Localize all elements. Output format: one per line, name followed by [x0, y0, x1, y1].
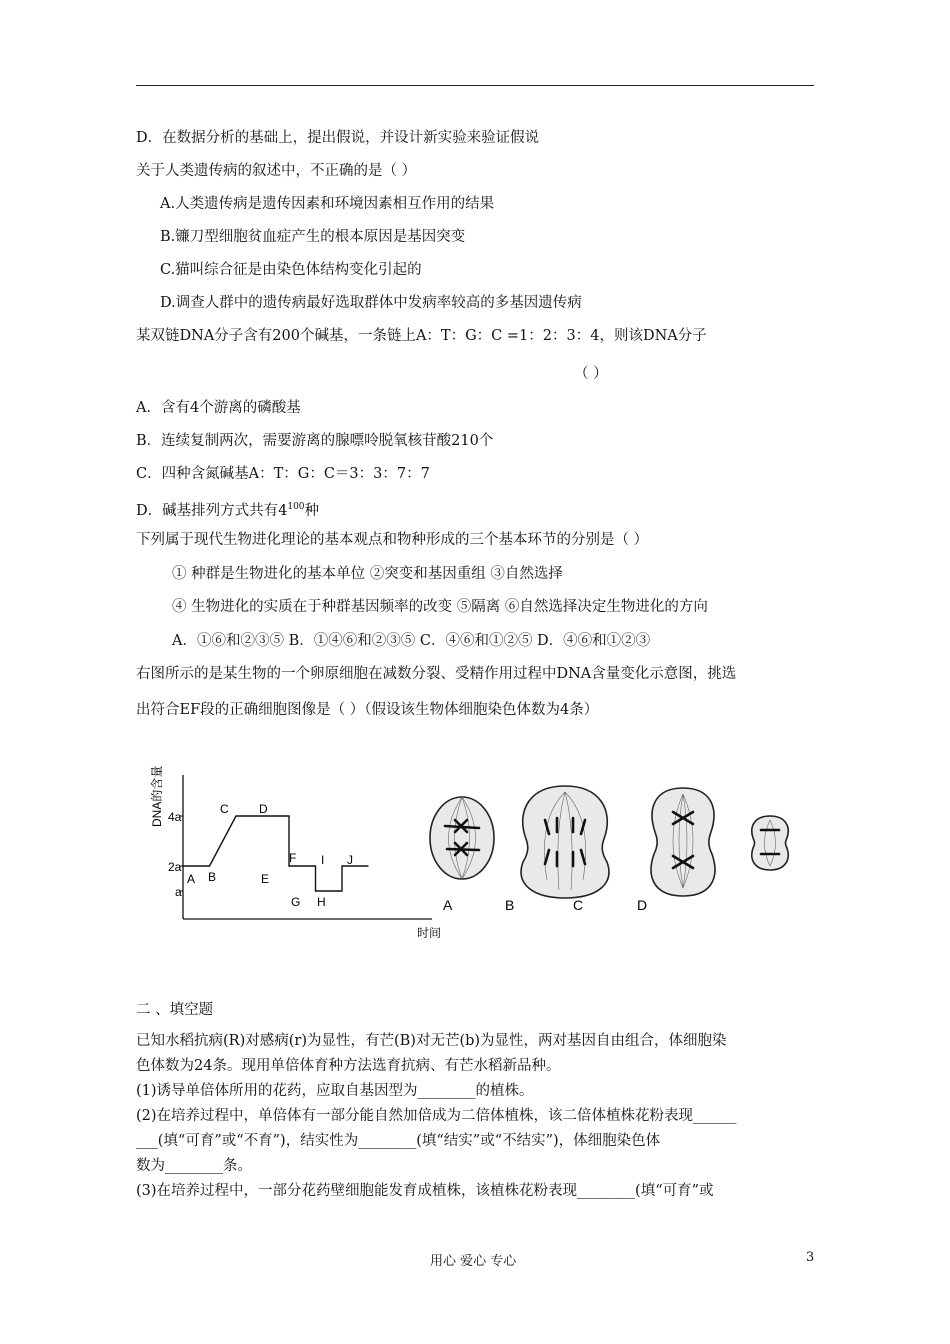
y-tick-2a: 2a: [168, 860, 182, 874]
point-label-b: B: [208, 870, 217, 884]
cell-c: [651, 788, 715, 896]
option-line: A．含有4个游离的磷酸基: [136, 400, 301, 416]
question-line: 出符合EF段的正确细胞图像是（ ）（假设该生物体细胞染色体数为4条）: [136, 702, 599, 718]
question-line: 色体数为24条。现用单倍体育种方法选育抗病、有芒水稻新品种。: [136, 1058, 561, 1074]
cell-label-c: C: [573, 897, 584, 910]
point-label-g: G: [291, 895, 301, 909]
point-label-e: E: [261, 872, 270, 886]
question-line: 已知水稻抗病(R)对感病(r)为显性，有芒(B)对无芒(b)为显性，两对基因自由组合，体细胞染: [136, 1033, 727, 1049]
cell-images: [425, 780, 805, 910]
point-label-j: J: [347, 853, 353, 867]
option-text-end: 种: [304, 502, 320, 519]
question-line: 下列属于现代生物进化理论的基本观点和物种形成的三个基本环节的分别是（ ）: [136, 532, 649, 548]
point-label-f: F: [289, 851, 297, 865]
section-heading: 二 、填空题: [136, 1002, 214, 1018]
text-line: D．在数据分析的基础上，提出假说，并设计新实验来验证假说: [136, 130, 540, 146]
point-label-h: H: [317, 895, 326, 909]
cell-a: [430, 797, 494, 879]
footer-text: 用心 爱心 专心: [430, 1254, 517, 1269]
point-label-c: C: [220, 802, 229, 816]
cell-label-b: B: [505, 897, 515, 910]
point-label-a: A: [187, 872, 196, 886]
question-line: 某双链DNA分子含有200个碱基，一条链上A：T：G：C =1：2：3：4，则该DNA分子: [136, 328, 707, 344]
question-line: (1)诱导单倍体所用的花药，应取自基因型为________的植株。: [136, 1083, 534, 1099]
option-line: C.猫叫综合征是由染色体结构变化引起的: [160, 262, 422, 278]
option-line: B．连续复制两次，需要游离的腺嘌呤脱氧核苷酸210个: [136, 433, 494, 449]
question-line: (3)在培养过程中，一部分花药壁细胞能发育成植株，该植株花粉表现________(填“可育”或: [136, 1183, 714, 1199]
question-line: ___(填“可育”或“不育”)，结实性为________(填“结实”或“不结实”)，体细胞染色体: [136, 1133, 661, 1149]
option-line: D.调查人群中的遗传病最好选取群体中发病率较高的多基因遗传病: [160, 295, 582, 311]
header-rule: [136, 85, 814, 86]
option-text: D．碱基排列方式共有4: [136, 502, 288, 519]
option-line: A．①⑥和②③⑤ B．①④⑥和②③⑤ C．④⑥和①②⑤ D．④⑥和①②③: [172, 633, 651, 649]
option-line: [136, 497, 319, 521]
cell-label-d: D: [637, 897, 648, 910]
page-number: 3: [806, 1250, 815, 1265]
option-line: A.人类遗传病是遗传因素和环境因素相互作用的结果: [160, 196, 495, 212]
question-line: 数为________条。: [136, 1158, 252, 1174]
y-tick-4a: 4a: [168, 810, 182, 824]
cell-b: [521, 786, 609, 898]
x-axis-label: 时间: [417, 926, 442, 940]
answer-bracket: （ ）: [574, 366, 608, 382]
y-tick-a: a: [175, 885, 182, 899]
cell-d: [752, 816, 788, 870]
dna-content-graph: [140, 745, 470, 945]
question-line: 关于人类遗传病的叙述中，不正确的是（ ）: [136, 163, 417, 179]
point-label-i: I: [321, 853, 325, 867]
y-axis-label: DNA的含量: [150, 765, 164, 827]
option-line: B.镰刀型细胞贫血症产生的根本原因是基因突变: [160, 229, 466, 245]
option-line: C．四种含氮碱基A：T：G：C＝3：3：7：7: [136, 466, 430, 482]
statement-line: ① 种群是生物进化的基本单位 ②突变和基因重组 ③自然选择: [172, 566, 563, 582]
statement-line: ④ 生物进化的实质在于种群基因频率的改变 ⑤隔离 ⑥自然选择决定生物进化的方向: [172, 599, 708, 615]
question-line: 右图所示的是某生物的一个卵原细胞在减数分裂、受精作用过程中DNA含量变化示意图，挑选: [136, 666, 737, 682]
point-label-d: D: [259, 802, 268, 816]
cell-label-a: A: [443, 897, 453, 910]
question-line: (2)在培养过程中，单倍体有一部分能自然加倍成为二倍体植株，该二倍体植株花粉表现______: [136, 1108, 737, 1124]
exponent: 100: [287, 502, 305, 512]
